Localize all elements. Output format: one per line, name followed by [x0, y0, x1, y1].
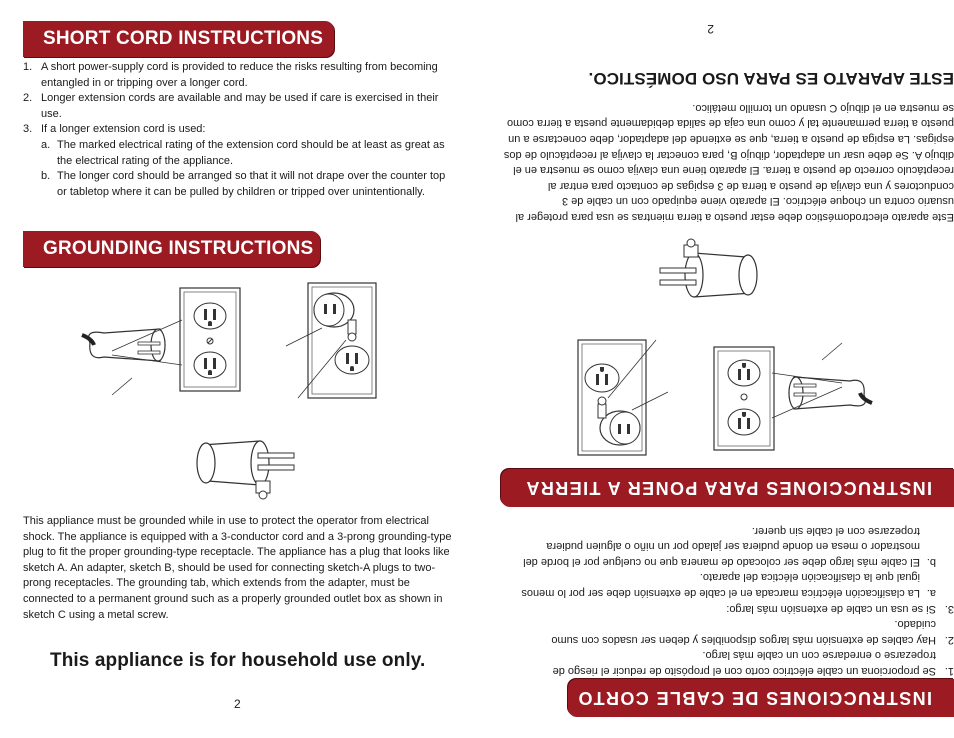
sketch-b-illustration — [188, 425, 308, 505]
sketch-b-illustration-es — [646, 233, 766, 313]
page-number: 2 — [707, 22, 714, 36]
list-item: 1. A short power-supply cord is provided to reduce the risks resulting from becoming entangled in or tripping over a longer cord. — [23, 61, 438, 89]
sketch-a-illustration-es — [702, 328, 882, 453]
grounding-title: GROUNDING INSTRUCTIONS — [43, 238, 314, 259]
list-item: 3. Si se usa un cable de extensión más largo: a. La clasificación eléctrica marcada en el cable de extensión debe ser por lo menos igual que la clasificación eléctica del aparato. b. El cable más largo debe ser colocado de manera que no cuelgue por el borde del mostrador o mesa en donde pudiera ser jalado por un niño o alguien pudiera tropezarse con el cable sin querer. — [514, 522, 954, 616]
grounding-paragraph: This appliance must be grounded while in use to protect the operator from electrical shock. The appliance is equipped with a 3-conductor cord and a 3-prong grounding-type plug to fit the proper grounding-type receptacle. The appliance has a plug that looks like sketch A. An adapter, sketch B, should be used for connecting sketch-A plugs to two-prong receptacles. The grounding tab, which extends from the adapter, must be connected to a permanent ground such as a properly grounded outlet box as shown in sketch C using a metal screw. — [23, 515, 452, 621]
sub-list-item: a. La clasificación eléctrica marcada en el cable de extensión debe ser por lo menos igual que la clasificación eléctica del aparato. — [521, 571, 936, 600]
short-cord-title: SHORT CORD INSTRUCTIONS — [43, 28, 324, 49]
grounding-banner — [23, 231, 320, 267]
spanish-page — [477, 0, 954, 738]
grounding-paragraph-es: Este aparato electrodoméstico debe estar puesto a tierra mientras se usa para proteger al usuario contra un choque eléctrico. El aparato viene equipado con un cable de 3 conductores y una clavija de puesto a tierra de 3 espigas de contacto para entrar al receptáculo correcto de puesto a tierra. El aparato tiene una clavija como se muestra en el dibujo A. Se debe usar un adaptador, dibujo B, para conectar la clavija al receptáculo de dos espigas. La espiga de puesto a tierra, que se extiende del adaptador, debe conectarse a un puesto a tierra permanente tal y como una caja de salida debidamente puesta a tierra como se muestra en el dibujo C usando un tornillo metálico. — [503, 101, 954, 223]
short-cord-list-es — [514, 522, 954, 678]
sub-list — [514, 522, 936, 600]
short-cord-list — [23, 60, 448, 200]
sub-list-item: a. The marked electrical rating of the extension cord should be at least as great as the electrical rating of the appliance. — [41, 138, 445, 167]
list-item: 3. If a longer extension cord is used: a. The marked electrical rating of the extension cord should be at least as great as the electrical rating of the appliance. b. The longer cord should be arranged so that it will not drape over the counter top or tabletop where it can be pulled by children or tripped over unintentionally. — [23, 122, 448, 200]
sub-list-item: b. El cable más largo debe ser colocado de manera que no cuelgue por el borde del mostrador o mesa en donde pudiera ser jalado por un niño o alguien pudiera tropezarse con el cable sin querer. — [523, 524, 936, 568]
list-item: 2. Hay cables de extensión más largos disponibles y deben ser usados con sumo cuidado. — [551, 618, 954, 646]
short-cord-banner-es — [568, 679, 954, 717]
grounding-title-es: INSTRUCCIONES PARA PONER A TIERRA — [525, 478, 932, 499]
sketch-a-illustration — [72, 285, 252, 410]
sketch-c-illustration-es — [562, 330, 672, 458]
sketch-c-illustration — [282, 280, 392, 408]
household-use-notice: This appliance is for household use only. — [50, 650, 426, 671]
list-item: 2. Longer extension cords are available and may be used if care is exercised in their use. — [23, 92, 439, 120]
sub-list-item: b. The longer cord should be arranged so that it will not drape over the counter top or tabletop where it can be pulled by children or tripped over unintentionally. — [41, 170, 446, 198]
page-number: 2 — [234, 697, 241, 711]
short-cord-banner — [23, 21, 334, 57]
sub-list — [41, 138, 448, 200]
household-use-notice-es: ESTE APARATO ES PARA USO DOMÉSTICO. — [588, 69, 954, 88]
list-item: 1. Se proporciona un cable eléctrico corto con el propósito de reducir el riesgo de tropezarse o enredarse con un cable más largo. — [552, 649, 954, 677]
short-cord-title-es: INSTRUCCIONES DE CABLE CORTO — [577, 688, 932, 709]
grounding-banner-es — [501, 469, 954, 507]
